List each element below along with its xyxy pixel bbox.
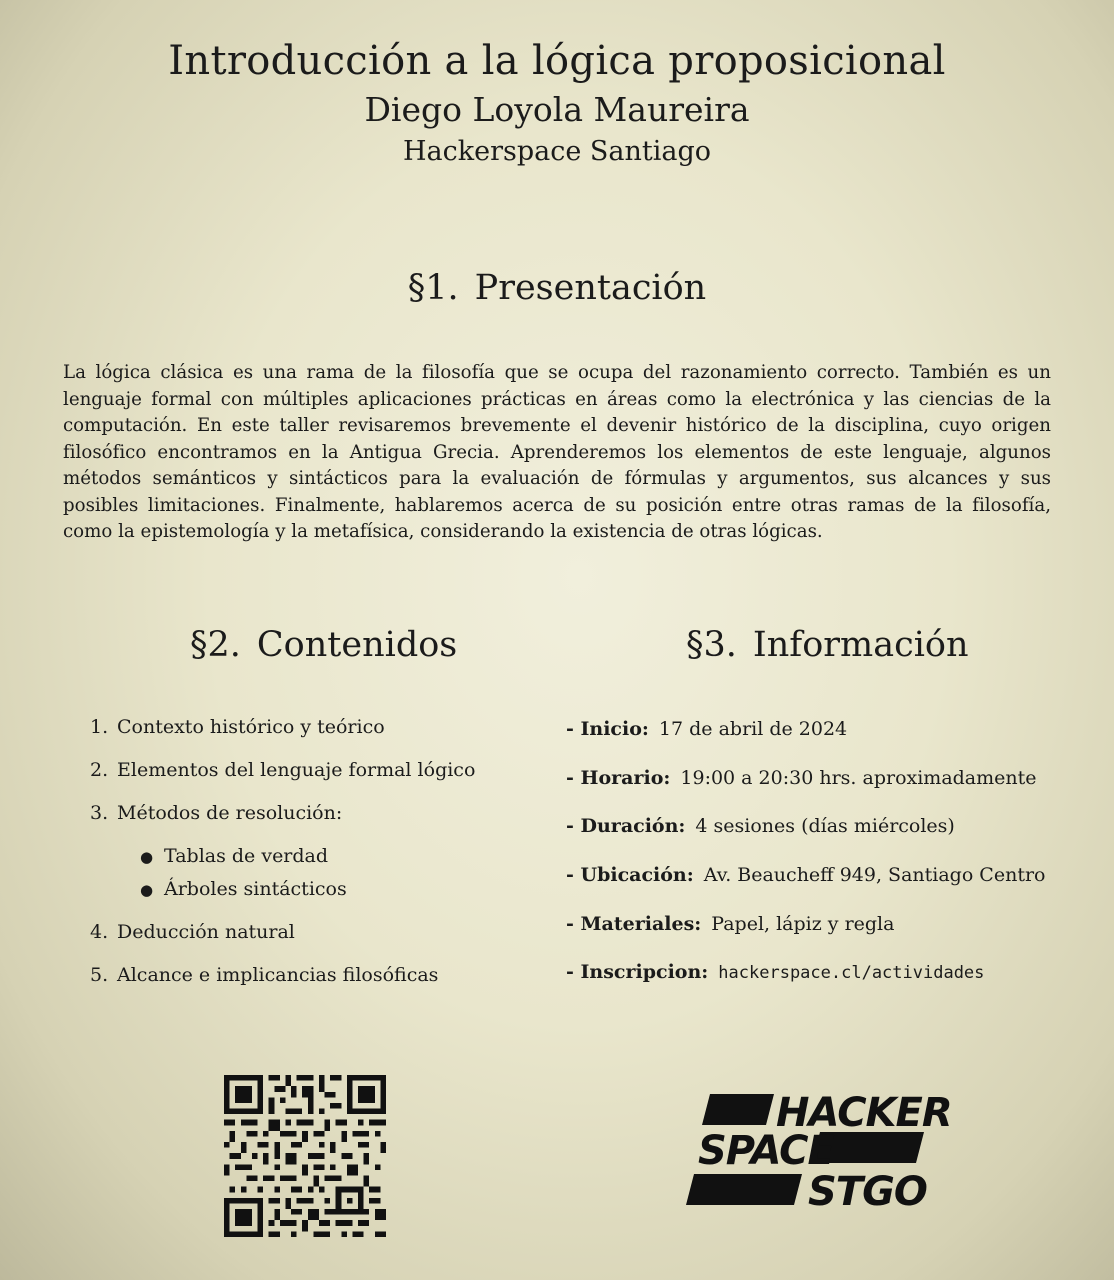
info-value: 17 de abril de 2024: [658, 718, 848, 740]
info-row-location: [566, 864, 1046, 913]
presentation-paragraph: La lógica clásica es una rama de la filosofía que se ocupa del razonamiento correcto. También es un lenguaje formal con múltiples aplicaciones prácticas en áreas como la electrónica y las ciencias de la computación. En este taller revisaremos brevemente el devenir histórico de la disciplina, cuyo origen filosófico encontramos en la Antigua Grecia. Aprenderemos los elementos de este lenguaje, algunos métodos semánticos y sintácticos para la evaluación de fórmulas y argumentos, sus alcances y sus posibles limitaciones. Finalmente, hablaremos acerca de su posición entre otras ramas de la filosofía, como la epistemología y la metafísica, considerando la existencia de otras lógicas.: [63, 362, 1051, 542]
registration-link[interactable]: hackerspace.cl/actividades: [718, 963, 985, 984]
sub-list-item: [90, 845, 475, 878]
section-number: §2.: [190, 625, 241, 665]
logo-stripe: [702, 1094, 774, 1125]
information-list: [566, 718, 1046, 1010]
info-label: Duración:: [580, 815, 686, 838]
list-item-text: Alcance e implicancias filosóficas: [117, 964, 439, 986]
organization-name: Hackerspace Santiago: [402, 136, 712, 167]
list-item: [90, 802, 475, 845]
section-number: §1.: [407, 268, 459, 308]
logo-text-hacker: HACKER: [776, 1090, 952, 1136]
dash-icon: -: [566, 718, 581, 740]
section-heading-information: [686, 625, 969, 665]
list-item-number: 2.: [90, 759, 109, 781]
sub-list-item-text: Árboles sintácticos: [164, 878, 347, 900]
bullet-icon: ●: [140, 848, 154, 866]
section-heading-contents: [190, 625, 457, 665]
info-row-schedule: [566, 767, 1046, 816]
info-value: Av. Beaucheff 949, Santiago Centro: [703, 864, 1046, 887]
info-value: 19:00 a 20:30 hrs. aproximadamente: [680, 766, 1037, 789]
qr-code-icon[interactable]: [224, 1075, 386, 1237]
dash-icon: -: [566, 815, 581, 838]
dash-icon: -: [566, 912, 581, 935]
logo-text-space: SPACE: [698, 1128, 834, 1174]
info-label: Ubicación:: [580, 864, 694, 887]
list-item-number: 1.: [90, 716, 109, 738]
section-title: Presentación: [474, 268, 707, 308]
hackerspace-logo: [684, 1090, 952, 1215]
list-item: [90, 921, 475, 964]
list-item-text: Métodos de resolución:: [117, 802, 343, 824]
info-value: Papel, lápiz y regla: [711, 912, 895, 935]
list-item: [90, 964, 475, 1007]
info-row-duration: [566, 815, 1046, 864]
list-item: [90, 716, 475, 759]
bullet-icon: ●: [140, 881, 154, 899]
section-title: Contenidos: [256, 625, 458, 665]
contents-list: [90, 716, 475, 1007]
list-item-text: Deducción natural: [117, 921, 295, 943]
logo-stripe: [686, 1174, 802, 1205]
list-item-text: Contexto histórico y teórico: [117, 716, 385, 738]
info-row-registration: [566, 961, 1046, 1010]
info-row-start: [566, 718, 1046, 767]
author-name: Diego Loyola Maureira: [364, 90, 750, 129]
list-item-number: 4.: [90, 921, 109, 943]
section-title: Información: [752, 625, 969, 665]
info-label: Materiales:: [580, 912, 702, 935]
info-value: 4 sesiones (días miércoles): [695, 815, 955, 838]
list-item-text: Elementos del lenguaje formal lógico: [117, 759, 476, 781]
info-label: Inicio:: [580, 718, 649, 740]
list-item-number: 5.: [90, 964, 109, 986]
info-label: Inscripcion:: [580, 961, 709, 984]
dash-icon: -: [566, 961, 581, 984]
page-title: Introducción a la lógica proposicional: [168, 38, 946, 84]
dash-icon: -: [566, 864, 581, 887]
section-heading-presentation: [0, 268, 1114, 308]
sub-list-item: [90, 878, 475, 921]
dash-icon: -: [566, 766, 581, 789]
info-row-materials: [566, 913, 1046, 962]
info-label: Horario:: [580, 766, 671, 789]
list-item: [90, 759, 475, 802]
logo-text-stgo: STGO: [808, 1169, 927, 1215]
list-item-number: 3.: [90, 802, 109, 824]
section-number: §3.: [686, 625, 737, 665]
sub-list-item-text: Tablas de verdad: [164, 845, 329, 867]
